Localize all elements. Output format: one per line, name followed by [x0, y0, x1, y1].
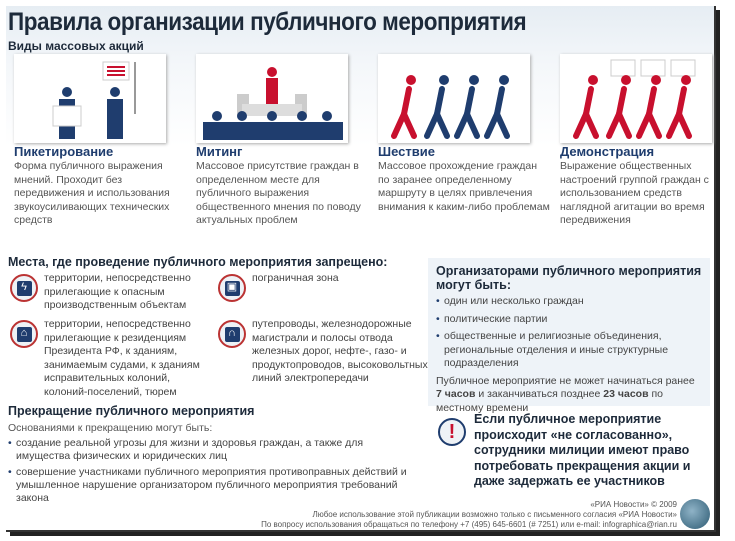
tunnel-icon: ∩ — [218, 320, 246, 348]
copyright: «РИА Новости» © 2009 — [590, 500, 677, 509]
contact-note: По вопросу использования обращаться по телефону +7 (495) 645-6601 (# 7251) или e-mail: infographica@rian.ru — [261, 520, 677, 529]
picket-illustration — [14, 54, 166, 143]
forbidden-item — [10, 318, 220, 399]
lightning-icon: ϟ — [10, 274, 38, 302]
termination-intro: Основаниями к прекращению могут быть: — [8, 422, 213, 434]
action-rally — [196, 144, 366, 228]
forbidden-heading: Места, где проведение публичного мероприятия запрещено: — [8, 255, 388, 269]
forbidden-item-text: территории, непосредственно прилегающие к опасным производственным объектам — [44, 272, 191, 311]
footer — [261, 500, 677, 530]
warning-note — [438, 412, 714, 490]
demonstration-illustration — [560, 54, 712, 143]
organizer-item: • политические партии — [436, 313, 702, 327]
page-title: Правила организации публичного мероприятия — [8, 8, 527, 36]
organizer-item: • один или несколько граждан — [436, 295, 702, 309]
rally-illustration — [196, 54, 348, 143]
action-march — [378, 144, 548, 214]
termination-item: • создание реальной угрозы для жизни и здоровья граждан, а также для имущества физических и юридических лиц — [8, 437, 418, 463]
action-title: Пикетирование — [14, 144, 114, 159]
forbidden-item-text: территории, непосредственно прилегающие к резиденциям Президента РФ, к зданиям, занимаемым судами, к зданиям исправительных колоний, колоний-поселений, тюрем — [44, 318, 200, 398]
forbidden-item — [218, 318, 428, 386]
action-description: Форма публичного выражения мнений. Проходит без передвижения и использования звукоусиливающих технических средств — [14, 160, 170, 226]
action-description: Массовое прохождение граждан по заранее определенному маршруту в целях привлечения внимания к каким-либо проблемам — [378, 160, 550, 213]
organizers-heading: Организаторами публичного мероприятия могут быть: — [436, 264, 702, 292]
forbidden-item-text: пограничная зона — [252, 272, 339, 284]
building-icon: ⌂ — [10, 320, 38, 348]
termination-section — [8, 404, 418, 508]
exclamation-icon: ! — [438, 418, 466, 446]
forbidden-item-text: путепроводы, железнодорожные магистрали и полосы отвода железных дорог, нефте-, газо- и продуктопроводов, высоковольтных линий электропередачи — [252, 318, 428, 384]
forbidden-item — [218, 272, 418, 302]
subtitle: Виды массовых акций — [8, 39, 144, 53]
usage-note: Любое использование этой публикации возможно только с письменного согласия «РИА Новости» — [312, 510, 677, 519]
termination-item: • совершение участниками публичного мероприятия противоправных действий и умышленное нарушение организатором публичного мероприятия требований закона — [8, 466, 418, 505]
warning-text: Если публичное мероприятие происходит «не согласованно», сотрудники милиции имеют право потребовать прекращения акции и даже задержать ее участников — [474, 412, 691, 488]
ria-logo-icon — [680, 499, 710, 529]
passport-icon: ▣ — [218, 274, 246, 302]
action-title: Шествие — [378, 144, 435, 159]
time-rule: Публичное мероприятие не может начинаться ранее 7 часов и заканчиваться позднее 23 часов по местному времени — [436, 374, 695, 414]
action-description: Массовое присутствие граждан в определенном месте для публичного выражения общественного мнения по поводу актуальных проблем — [196, 160, 361, 226]
march-illustration — [378, 54, 530, 143]
organizers-box — [428, 258, 710, 414]
organizer-item: • общественные и религиозные объединения, региональные отделения и иные структурные подразделения — [436, 330, 702, 371]
forbidden-item — [10, 272, 220, 313]
termination-heading: Прекращение публичного мероприятия — [8, 404, 255, 418]
action-description: Выражение общественных настроений группой граждан с использованием средств наглядной агитации во время передвижения — [560, 160, 709, 226]
action-picket — [14, 144, 184, 228]
action-title: Митинг — [196, 144, 243, 159]
action-demonstration — [560, 144, 730, 228]
action-title: Демонстрация — [560, 144, 655, 159]
